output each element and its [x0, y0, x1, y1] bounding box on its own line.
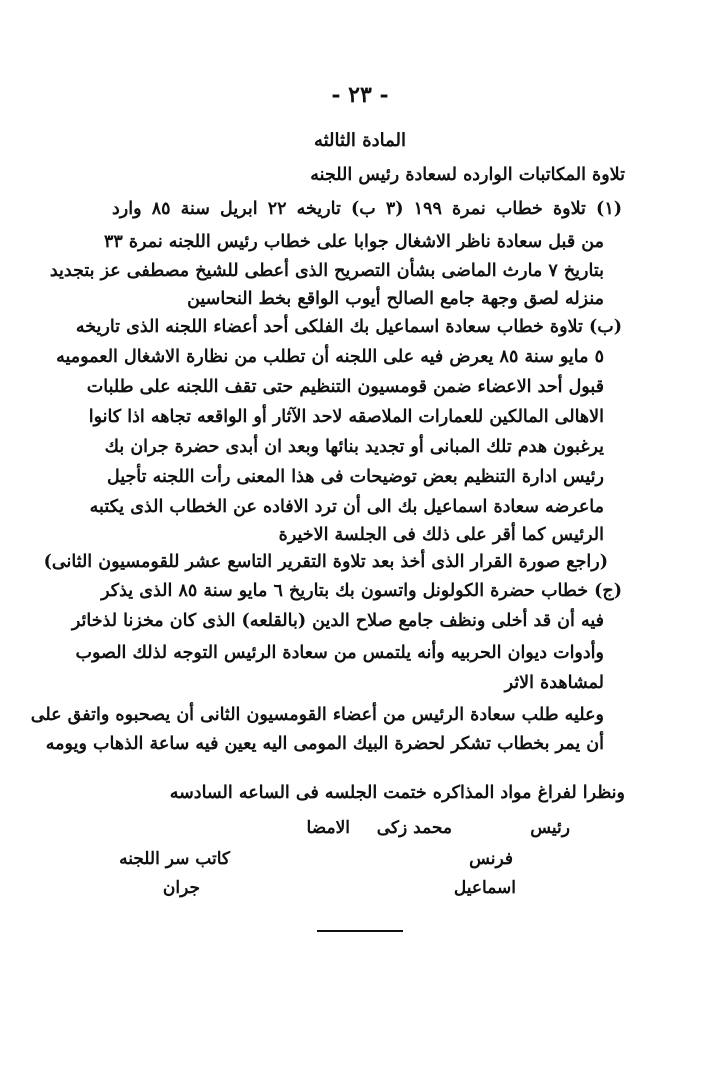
signature-member-2: اسماعيل — [453, 878, 516, 898]
section-b-line: رئيس ادارة التنظيم بعض توضيحات فى هذا المعنى رأت اللجنه تأجيل — [106, 467, 604, 487]
section-c-line: فيه أن قد أخلى ونظف جامع صلاح الدين (بالقلعه) الذى كان مخزنا لذخائر — [71, 611, 604, 631]
section-c-resolution-line: أن يمر بخطاب تشكر لحضرة البيك المومى اليه يعين فيه ساعة الذهاب ويومه — [45, 734, 604, 754]
closing-rule — [317, 930, 403, 932]
section-c-resolution-line: وعليه طلب سعادة الرئيس من أعضاء القومسيون الثانى أن يصحبوه واتفق على — [30, 705, 604, 725]
signature-secretary-title: كاتب سر اللجنه — [119, 849, 230, 869]
section-c-line: (ج) خطاب حضرة الكولونل واتسون بك بتاريخ ٦ مايو سنة ٨٥ الذى يذكر — [101, 581, 622, 601]
section-a-line: من قبل سعادة ناظر الاشغال جوابا على خطاب رئيس اللجنه نمرة ٣٣ — [103, 232, 604, 252]
signature-president-title: رئيس — [530, 818, 570, 838]
intro-line: تلاوة المكاتبات الوارده لسعادة رئيس اللجنه — [310, 165, 625, 185]
section-c-line: لمشاهدة الاثر — [504, 673, 604, 693]
section-b-line: يرغبون هدم تلك المبانى أو تجديد بنائها وبعد ان أبدى حضرة جران بك — [104, 437, 604, 457]
signature-secretary-name: جران — [162, 878, 200, 898]
section-b-line: الرئيس كما أقر على ذلك فى الجلسة الاخيرة — [278, 525, 604, 545]
section-c-line: وأدوات ديوان الحربيه وأنه يلتمس من سعادة الرئيس التوجه لذلك الصوب — [75, 643, 604, 663]
page-number: - ٢٣ - — [331, 82, 389, 108]
section-b-line: ٥ مايو سنة ٨٥ يعرض فيه على اللجنه أن تطلب من نظارة الاشغال العموميه — [56, 347, 604, 367]
signature-member-1: فرنس — [469, 849, 513, 869]
section-b-line: (ب) تلاوة خطاب سعادة اسماعيل بك الفلكى أحد أعضاء اللجنه الذى تاريخه — [75, 317, 622, 337]
closing-line: ونظرا لفراغ مواد المذاكره ختمت الجلسه فى الساعه السادسه — [169, 783, 625, 803]
article-heading: المادة الثالثه — [313, 130, 407, 151]
signature-president-name: محمد زكى — [376, 818, 452, 838]
section-a-line: (١) تلاوة خطاب نمرة ١٩٩ (٣ ب) تاريخه ٢٢ ابريل سنة ٨٥ وارد — [112, 199, 623, 219]
signature-president-label: الامضا — [306, 818, 350, 838]
section-b-line: الاهالى المالكين للعمارات الملاصقه لاحد الآثار أو الواقعه تجاهه اذا كانوا — [88, 407, 604, 427]
section-b-line: قبول أحد الاعضاء ضمن قومسيون التنظيم حتى تقف اللجنه على طلبات — [86, 377, 604, 397]
section-b-note: (راجع صورة القرار الذى أخذ بعد تلاوة التقرير التاسع عشر للقومسيون الثانى) — [43, 552, 608, 572]
section-a-line: منزله لصق وجهة جامع الصالح أيوب الواقع بخط النحاسين — [187, 289, 604, 309]
section-b-line: ماعرضه سعادة اسماعيل بك الى أن ترد الافاده عن الخطاب الذى يكتبه — [89, 497, 604, 517]
section-a-line: بتاريخ ٧ مارث الماضى بشأن التصريح الذى أعطى للشيخ مصطفى عز بتجديد — [49, 261, 604, 281]
